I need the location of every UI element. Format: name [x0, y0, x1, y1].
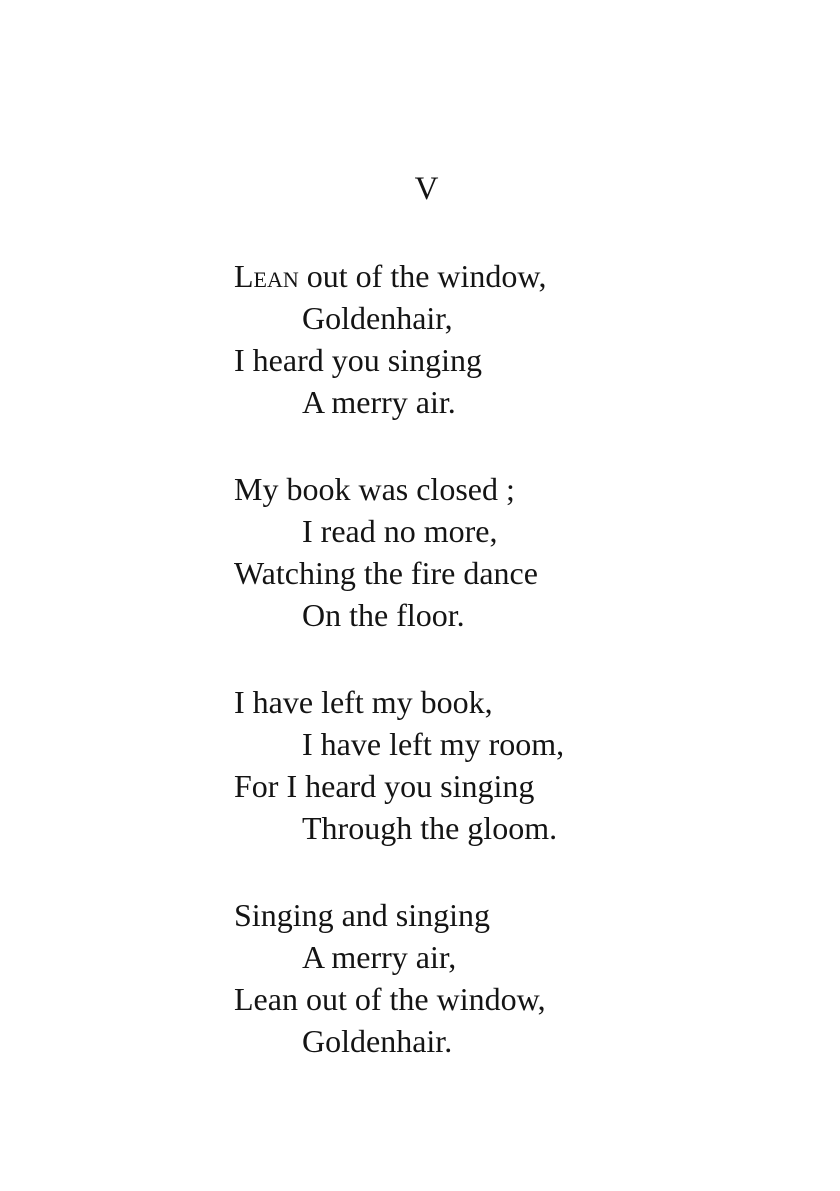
poem-line [234, 255, 824, 297]
poem-line: Singing and singing [234, 897, 491, 933]
poem-line: A merry air. [302, 384, 456, 420]
poem-line: For I heard you singing [234, 768, 535, 804]
poem-body [234, 255, 824, 1062]
poem-line: I have left my book, [234, 684, 493, 720]
poem-line: I read no more, [302, 513, 498, 549]
poem-line: A merry air, [302, 939, 457, 975]
poem-line: Through the gloom. [302, 810, 558, 846]
poem-line: I heard you singing [234, 342, 482, 378]
stanza-1 [234, 255, 824, 423]
opening-line-rest: out of the window, [298, 258, 547, 294]
poem-line: My book was closed ; [234, 471, 515, 507]
stanza-2 [234, 468, 824, 636]
opening-word: Lean [234, 258, 299, 294]
poem-line: On the floor. [302, 597, 465, 633]
poem-line: I have left my room, [302, 726, 565, 762]
poem-line: Watching the fire dance [234, 555, 538, 591]
stanza-3 [234, 681, 824, 849]
poem-line: Goldenhair. [302, 1023, 453, 1059]
poem-line: Lean out of the window, [234, 981, 546, 1017]
poem-line: Goldenhair, [302, 300, 453, 336]
stanza-4 [234, 894, 824, 1062]
poem-number: V [414, 171, 439, 207]
